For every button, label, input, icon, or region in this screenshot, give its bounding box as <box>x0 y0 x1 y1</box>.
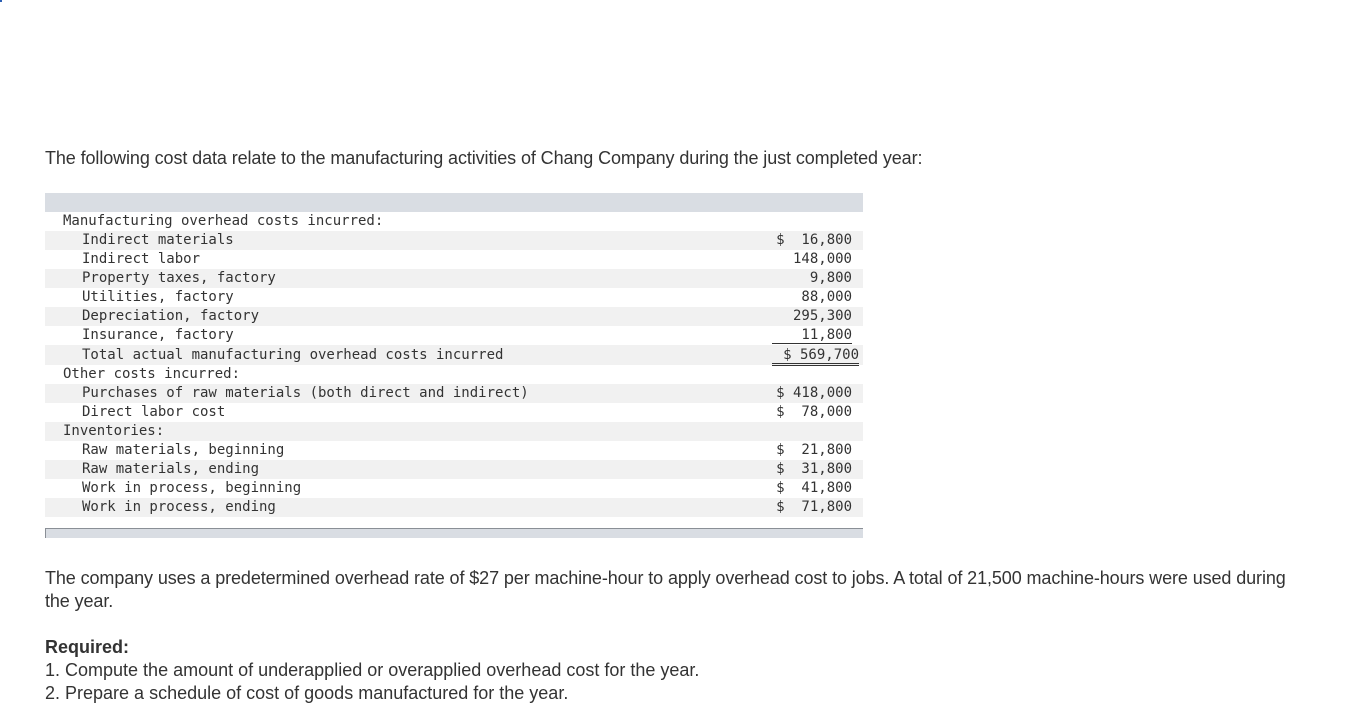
required-item: 2. Prepare a schedule of cost of goods manufactured for the year. <box>45 683 569 703</box>
row-label: Work in process, ending <box>82 499 276 515</box>
table-row <box>45 384 863 403</box>
row-value: $ 78,000 <box>776 404 852 420</box>
table-row <box>45 441 863 460</box>
overhead-rate-paragraph: The company uses a predetermined overhead rate of $27 per machine-hour to apply overhead cost to jobs. A total of 21,500 machine-hours were used during the year. <box>45 568 1286 611</box>
table-row <box>45 365 863 384</box>
cost-data-rows <box>45 212 863 517</box>
row-value: $ 71,800 <box>776 499 852 515</box>
table-row <box>45 288 863 307</box>
table-bottom-band <box>45 528 863 538</box>
row-value: $ 41,800 <box>776 480 852 496</box>
table-top-band <box>45 193 863 212</box>
row-label: Raw materials, ending <box>82 461 260 477</box>
row-value: 11,800 <box>772 326 852 344</box>
row-value: $ 16,800 <box>776 232 852 248</box>
row-label: Manufacturing overhead costs incurred: <box>63 213 384 229</box>
required-heading: Required: <box>45 637 130 657</box>
row-label: Utilities, factory <box>82 289 234 305</box>
row-value: $ 21,800 <box>776 442 852 458</box>
row-value: $ 418,000 <box>776 385 852 401</box>
table-row <box>45 498 863 517</box>
table-row <box>45 212 863 231</box>
row-value: 88,000 <box>801 289 852 305</box>
table-row <box>45 479 863 498</box>
row-label: Other costs incurred: <box>63 366 241 382</box>
row-value: $ 569,700 <box>772 345 859 366</box>
row-value: 9,800 <box>809 270 852 286</box>
row-label: Purchases of raw materials (both direct and indirect) <box>82 385 529 401</box>
table-row <box>45 250 863 269</box>
table-row <box>45 403 863 422</box>
row-label: Direct labor cost <box>82 404 226 420</box>
table-bottom-edge <box>45 528 46 538</box>
table-row <box>45 269 863 288</box>
row-label: Work in process, beginning <box>82 480 302 496</box>
row-label: Indirect labor <box>82 251 201 267</box>
table-row <box>45 231 863 250</box>
row-label: Property taxes, factory <box>82 270 276 286</box>
row-label: Insurance, factory <box>82 327 234 343</box>
row-label: Depreciation, factory <box>82 308 260 324</box>
table-row <box>45 307 863 326</box>
table-row <box>45 460 863 479</box>
row-label: Indirect materials <box>82 232 234 248</box>
corner-marker <box>0 0 2 2</box>
row-label: Total actual manufacturing overhead costs incurred <box>82 347 504 363</box>
required-item: 1. Compute the amount of underapplied or overapplied overhead cost for the year. <box>45 660 700 680</box>
table-row <box>45 326 863 345</box>
intro-text: The following cost data relate to the manufacturing activities of Chang Company during the just completed year: <box>45 148 923 168</box>
row-value: $ 31,800 <box>776 461 852 477</box>
required-list <box>45 659 699 705</box>
table-row <box>45 345 863 365</box>
row-value: 148,000 <box>792 251 852 267</box>
table-row <box>45 422 863 441</box>
row-value: 295,300 <box>792 308 852 324</box>
row-label: Inventories: <box>63 423 165 439</box>
row-label: Raw materials, beginning <box>82 442 285 458</box>
